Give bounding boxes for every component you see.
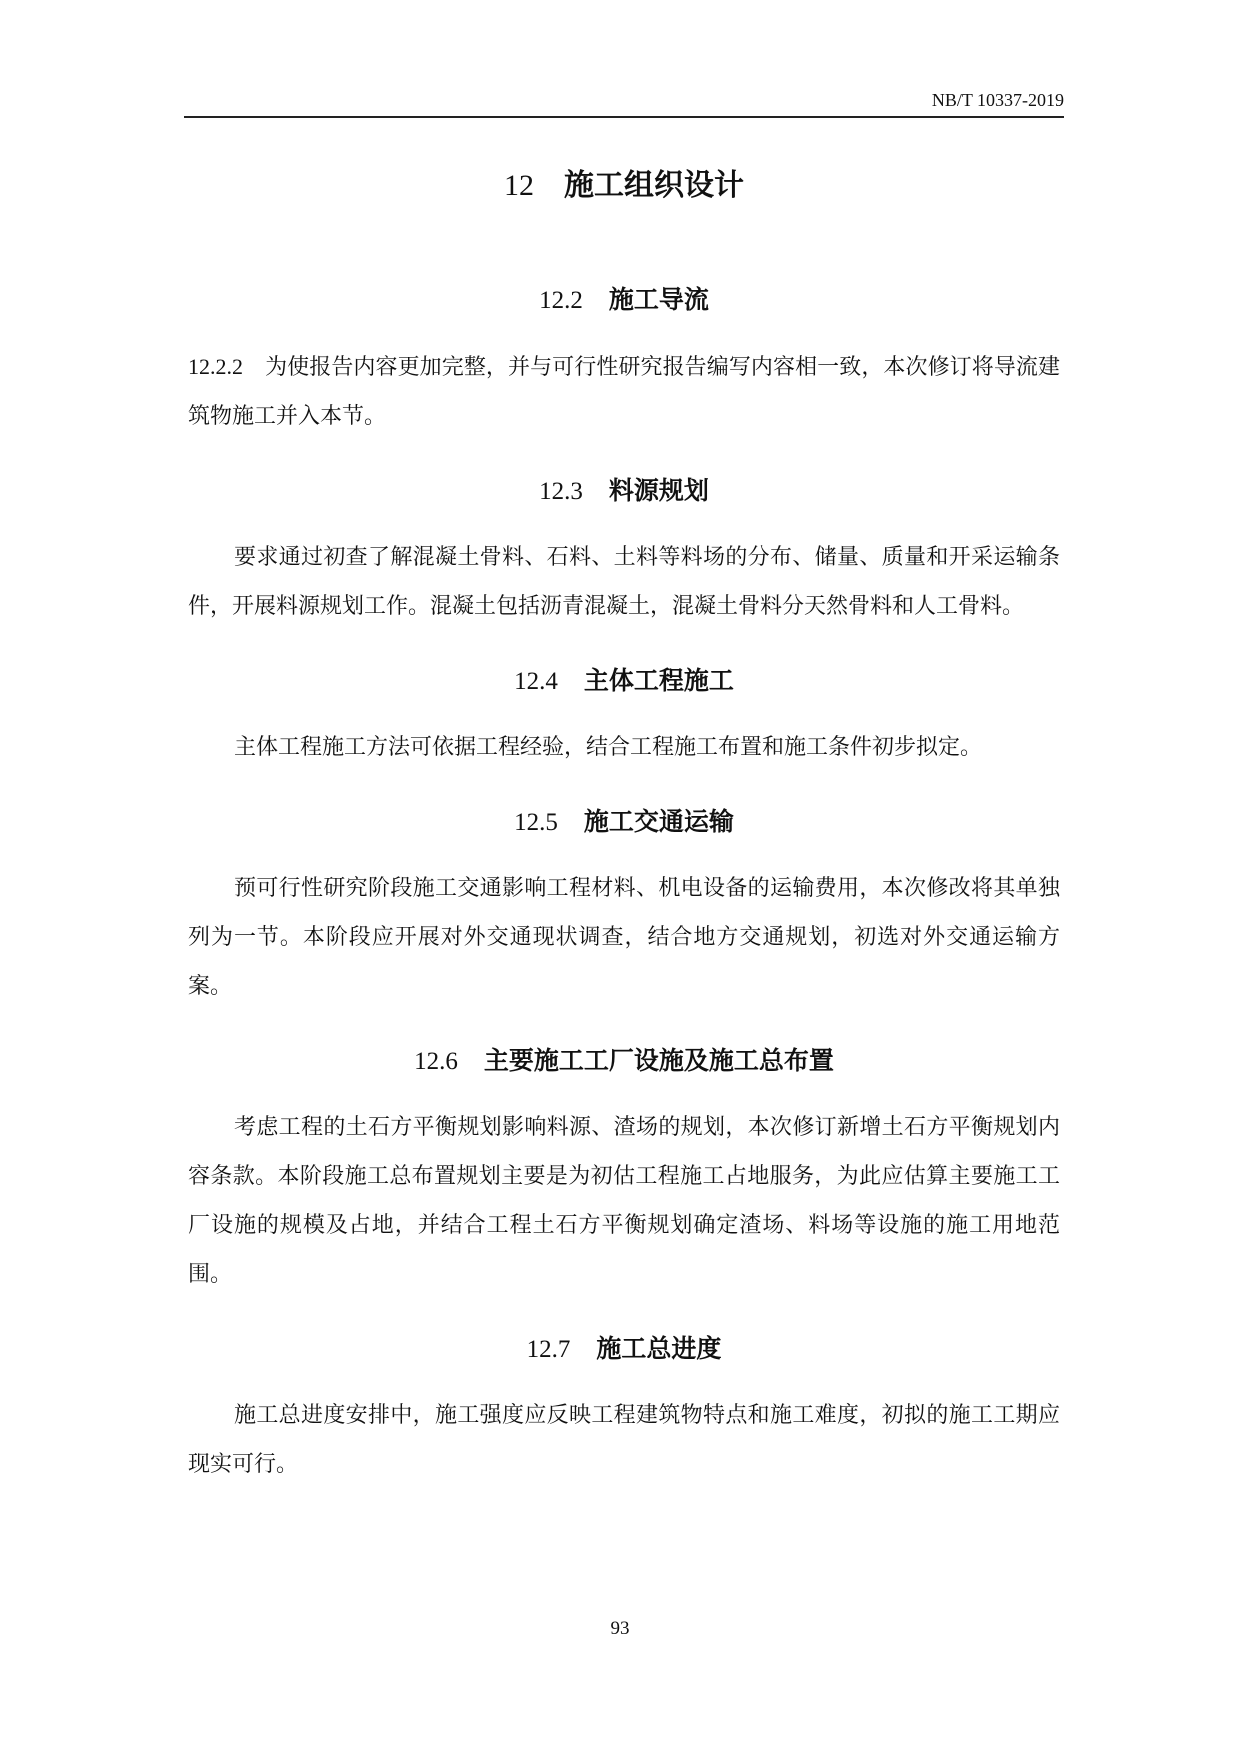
chapter-number: 12 [504, 169, 534, 202]
section-number: 12.6 [414, 1048, 458, 1075]
section-title-12-5 [188, 802, 1060, 838]
section-title-text: 料源规划 [608, 476, 709, 505]
section-title-text: 主要施工工厂设施及施工总布置 [483, 1046, 834, 1075]
paragraph-text: 为使报告内容更加完整，并与可行性研究报告编写内容相一致，本次修订将导流建筑物施工并入本节。 [188, 355, 1060, 429]
section-title-text: 施工交通运输 [583, 807, 734, 836]
section-title-text: 主体工程施工 [583, 666, 734, 695]
section-title-text: 施工导流 [608, 285, 709, 314]
section-title-12-2 [188, 280, 1060, 316]
paragraph-12-5: 预可行性研究阶段施工交通影响工程材料、机电设备的运输费用，本次修改将其单独列为一节。本阶段应开展对外交通现状调查，结合地方交通规划，初选对外交通运输方案。 [188, 876, 1060, 999]
document-code-header: NB/T 10337-2019 [931, 90, 1064, 110]
page-content [188, 160, 1060, 1519]
section-number: 12.7 [526, 1336, 571, 1363]
section-title-12-7 [188, 1329, 1060, 1365]
section-number: 12.3 [539, 478, 583, 505]
paragraph-12-7: 施工总进度安排中，施工强度应反映工程建筑物特点和施工难度，初拟的施工工期应现实可行。 [188, 1403, 1060, 1477]
section-number: 12.4 [514, 668, 558, 695]
clause-number: 12.2.2 [188, 354, 243, 379]
section-title-12-3 [188, 471, 1060, 507]
section-title-12-6 [188, 1041, 1060, 1077]
chapter-title [188, 160, 1060, 204]
paragraph-12-4: 主体工程施工方法可依据工程经验，结合工程施工布置和施工条件初步拟定。 [234, 735, 983, 760]
paragraph-12-6: 考虑工程的土石方平衡规划影响料源、渣场的规划，本次修订新增土石方平衡规划内容条款。本阶段施工总布置规划主要是为初估工程施工占地服务，为此应估算主要施工工厂设施的规模及占地，并结合工程土石方平衡规划确定渣场、料场等设施的施工用地范围。 [188, 1115, 1060, 1287]
section-title-text: 施工总进度 [596, 1334, 722, 1363]
header-rule [184, 116, 1064, 118]
clause-paragraph-12-2-2 [188, 342, 1060, 441]
section-title-12-4 [188, 661, 1060, 697]
page-number: 93 [610, 1618, 630, 1639]
section-number: 12.5 [514, 809, 558, 836]
section-number: 12.2 [539, 287, 583, 314]
paragraph-12-3: 要求通过初查了解混凝土骨料、石料、土料等料场的分布、储量、质量和开采运输条件，开展料源规划工作。混凝土包括沥青混凝土，混凝土骨料分天然骨料和人工骨料。 [188, 545, 1060, 619]
chapter-title-text: 施工组织设计 [564, 168, 744, 203]
